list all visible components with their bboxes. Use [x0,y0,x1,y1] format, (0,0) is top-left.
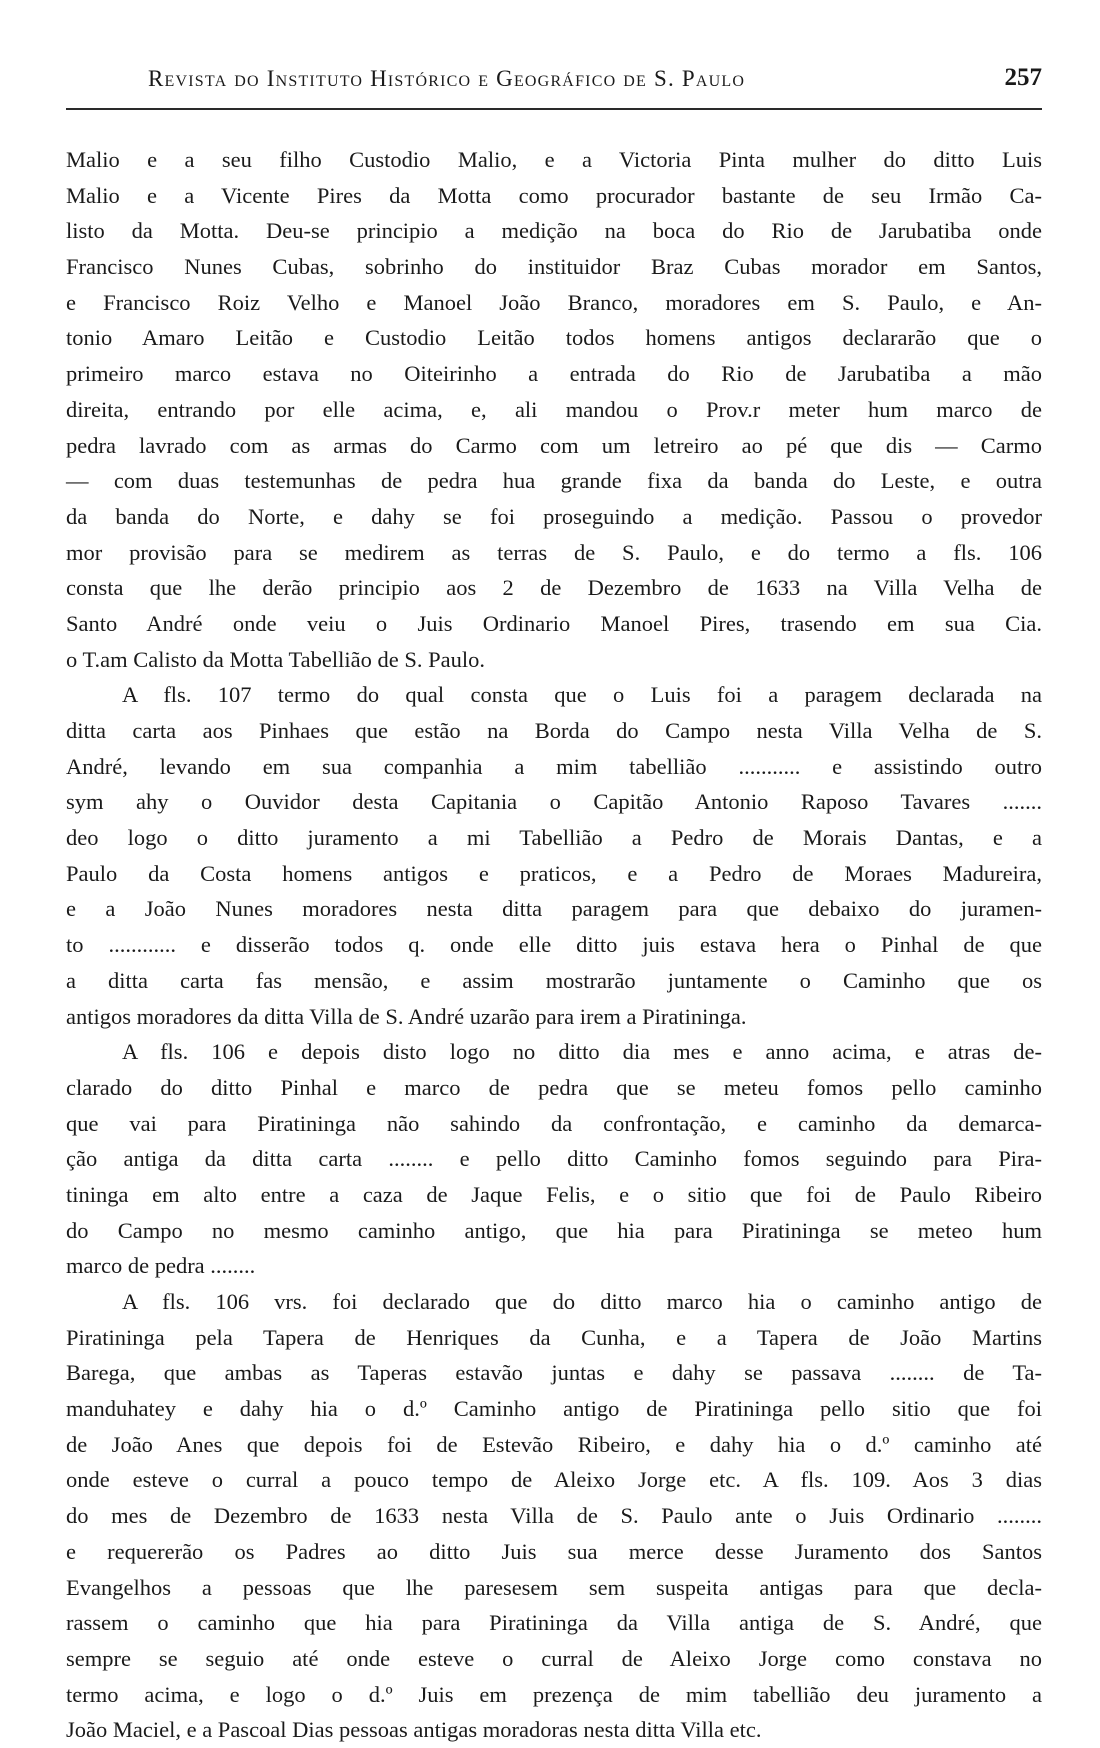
text-line: sempre se seguio até onde esteve o curral de Aleixo Jorge como constava no [66,1645,1042,1671]
text-line: Evangelhos a pessoas que lhe paresesem sem suspeita antigas para que decla- [66,1574,1042,1600]
text-line: A fls. 106 vrs. foi declarado que do ditto marco hia o caminho antigo de [122,1289,1042,1314]
text-line: Malio e a seu filho Custodio Malio, e a Victoria Pinta mulher do ditto Luis [66,147,1042,172]
text-line: pedra lavrado com as armas do Carmo com um letreiro ao pé que dis — Carmo [66,432,1042,458]
text-line: consta que lhe derão principio aos 2 de Dezembro de 1633 na Villa Velha de [66,575,1042,601]
text-line: Santo André onde veiu o Juis Ordinario Manoel Pires, trasendo em sua Cia. [66,610,1042,636]
text-line: manduhatey e dahy hia o d.º Caminho antigo de Piratininga pello sitio que foi [66,1396,1042,1422]
text-line: João Maciel, e a Pascoal Dias pessoas antigas moradoras nesta ditta Villa etc. [66,1717,762,1743]
text-line: ção antiga da ditta carta ........ e pello ditto Caminho fomos seguindo para Pira- [66,1146,1042,1172]
paragraph [66,142,1042,677]
text-line: antigos moradores da ditta Villa de S. André uzarão para irem a Piratininga. [66,1003,747,1029]
running-title: Revista do Instituto Histórico e Geográfico de S. Paulo [148,66,746,91]
text-line: A fls. 107 termo do qual consta que o Luis foi a paragem declarada na [122,682,1042,708]
text-line: termo acima, e logo o d.º Juis em prezença de mim tabellião deu juramento a [66,1681,1042,1707]
text-line: do Campo no mesmo caminho antigo, que hia para Piratininga se meteo hum [66,1217,1042,1243]
text-line: Piratininga pela Tapera de Henriques da Cunha, e a Tapera de João Martins [66,1324,1042,1350]
text-line: clarado do ditto Pinhal e marco de pedra que se meteu fomos pello caminho [66,1074,1042,1100]
text-line: e Francisco Roiz Velho e Manoel João Branco, moradores em S. Paulo, e An- [66,289,1042,315]
text-line: do mes de Dezembro de 1633 nesta Villa de S. Paulo ante o Juis Ordinario ........ [66,1503,1042,1529]
text-line: que vai para Piratininga não sahindo da confrontação, e caminho da demarca- [66,1110,1042,1136]
text-line: e requererão os Padres ao ditto Juis sua merce desse Juramento dos Santos [66,1538,1042,1564]
paragraph [66,1034,1042,1284]
text-line: da banda do Norte, e dahy se foi proseguindo a medição. Passou o provedor [66,503,1042,529]
page-header [66,60,1042,100]
text-line: mor provisão para se medirem as terras de S. Paulo, e do termo a fls. 106 [66,539,1042,565]
text-line: Francisco Nunes Cubas, sobrinho do instituidor Braz Cubas morador em Santos, [66,254,1042,280]
text-line: A fls. 106 e depois disto logo no ditto dia mes e anno acima, e atras de- [122,1039,1042,1065]
text-line: o T.am Calisto da Motta Tabellião de S. Paulo. [66,646,485,672]
text-line: — com duas testemunhas de pedra hua grande fixa da banda do Leste, e outra [66,468,1042,494]
text-line: Barega, que ambas as Taperas estavão juntas e dahy se passava ........ de Ta- [66,1360,1042,1386]
header-rule [66,108,1042,110]
text-line: e a João Nunes moradores nesta ditta paragem para que debaixo do juramen- [66,896,1042,922]
text-line: deo logo o ditto juramento a mi Tabellião a Pedro de Morais Dantas, e a [66,825,1042,851]
text-line: Malio e a Vicente Pires da Motta como procurador bastante de seu Irmão Ca- [66,182,1042,208]
text-line: Paulo da Costa homens antigos e praticos, e a Pedro de Moraes Madureira, [66,860,1042,886]
text-line: André, levando em sua companhia a mim tabellião ........... e assistindo outro [66,753,1042,779]
text-line: a ditta carta fas mensão, e assim mostrarão juntamente o Caminho que os [66,967,1042,993]
text-line: listo da Motta. Deu-se principio a medição na boca do Rio de Jarubatiba onde [66,218,1042,244]
text-line: onde esteve o curral a pouco tempo de Aleixo Jorge etc. A fls. 109. Aos 3 dias [66,1467,1042,1493]
text-line: de João Anes que depois foi de Estevão Ribeiro, e dahy hia o d.º caminho até [66,1431,1042,1457]
text-line: tonio Amaro Leitão e Custodio Leitão todos homens antigos declararão que o [66,325,1042,351]
text-line: primeiro marco estava no Oiteirinho a entrada do Rio de Jarubatiba a mão [66,361,1042,387]
paragraph [66,677,1042,1034]
text-line: sym ahy o Ouvidor desta Capitania o Capitão Antonio Raposo Tavares ....... [66,789,1042,815]
text-line: rassem o caminho que hia para Piratininga da Villa antiga de S. André, que [66,1610,1042,1636]
body-text [66,142,1042,1748]
page-number: 257 [1004,64,1042,91]
text-line: direita, entrando por elle acima, e, ali mandou o Prov.r meter hum marco de [66,396,1042,422]
text-line: to ............ e disserão todos q. onde elle ditto juis estava hera o Pinhal de que [66,932,1042,958]
paragraph [66,1284,1042,1748]
text-line: tininga em alto entre a caza de Jaque Felis, e o sitio que foi de Paulo Ribeiro [66,1181,1042,1207]
text-line: ditta carta aos Pinhaes que estão na Borda do Campo nesta Villa Velha de S. [66,718,1042,743]
text-line: marco de pedra ........ [66,1253,256,1279]
